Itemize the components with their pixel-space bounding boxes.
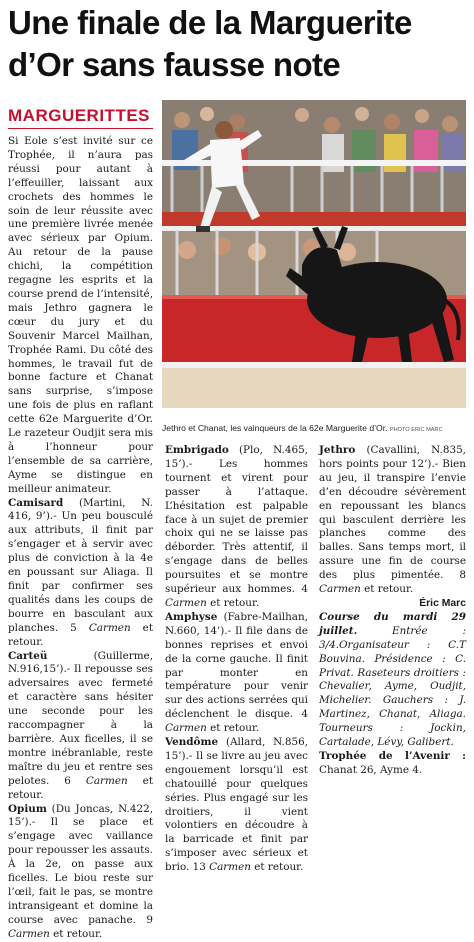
bull-note: Carmen (8, 927, 50, 940)
bull-text: Il se livre au jeu avec engouement lorsqu’il est chatouillé pour quelques séries. Plus engagé sur les droitiers, il vient volontiers en découdre à la barricade et finit par s’imposer avec sérieux et brio. 13 (165, 749, 308, 874)
bull-note: Carmen (209, 861, 251, 874)
bull-text: Un peu bousculé aux attributs, il finit par s’engager et à servir avec plus de conviction à la 4e en poussant sur Aliaga. Il finit par confirmer ses qualités dans les coups de bourre en basculant aux planches. 5 (8, 510, 153, 634)
bull-info: (Martini, N. 416, 9’).- (8, 496, 153, 523)
bull-text: Il se place et s’engage avec vaillance pour repousser les assauts. À la 2e, on passe aux ficelles. Le biou reste sur l’œil, fait le pas, se montre intransigeant et domine la course avec panache. 9 (8, 816, 153, 926)
bull-entry (8, 497, 153, 650)
bull-entry (165, 736, 308, 875)
bull-text: Les hommes tournent et virent pour passer à l’attaque. L’hésitation est palpable face à un sujet de premier choix qui ne se laisse pas déborder. Très attentif, il s’engage dans de belles poursuites et se montre supérieur aux hommes. 4 (165, 457, 308, 596)
bull-info: (Fabre-Mailhan, N.660, 14’).- (165, 610, 308, 637)
bull-tail: et retour. (254, 861, 304, 874)
bull-text: Il repousse ses adversaires avec fermeté et caractère sans hésiter une seconde pour les raccompagner à la barrière. Aux ficelles, il se montre inébranlable, reste maître du jeu et rentre ses pelotes. 6 (8, 663, 153, 787)
article-column-1 (8, 135, 153, 942)
article-column-2 (165, 444, 308, 875)
bull-tail: et retour. (210, 596, 260, 609)
rubric-label: MARGUERITTES (8, 106, 150, 125)
photo-caption (162, 423, 466, 433)
bull-tail: et retour. (8, 621, 153, 648)
bull-name: Amphyse (165, 610, 218, 623)
course-infobox (319, 611, 466, 750)
bull-info: (Cavallini, N.835, hors points pour 12’).- (319, 444, 466, 470)
course-date: Course du mardi 29 juillet. (319, 610, 466, 637)
bull-entry (8, 803, 153, 942)
bull-note: Carmen (88, 621, 131, 634)
bull-info: (Du Joncas, N.422, 15’).- (8, 802, 153, 829)
bull-tail: et retour. (53, 927, 103, 940)
article-column-3 (319, 444, 466, 778)
intro-paragraph: Si Eole s’est invité sur ce Trophée, il n’aura pas réussi pour autant à l’effeuiller, laissant aux crochets des hommes le soin de leur réussite avec une première livrée menée avec sérieux par Opium. Au retour de la pause chichi, la compétition regagne les esprits et la course prend de l’intensité, mais Jethro gagnera le cœur du jury et du Souvenir Marcel Mailhan, Trophée Rami. Du côté des hommes, le travail fut de bonne facture et Chanat sans surprise, s’impose une fois de plus en raflant cette 62e Marguerite d’Or. Le razeteur Oudjit sera mis à l’honneur pour l’ensemble de sa carrière, Ayme se distingue en meilleur animateur. (8, 135, 153, 495)
bull-info: (Plo, N.465, 15’).- (165, 444, 308, 470)
trophy-line (319, 750, 466, 778)
bull-name: Camisard (8, 496, 64, 509)
bull-name: Vendôme (165, 736, 219, 749)
bull-entry (8, 650, 153, 803)
bull-note: Carmen (85, 774, 128, 787)
bull-note: Carmen (165, 722, 207, 735)
bull-name: Carteü (8, 649, 48, 662)
bull-name: Jethro (319, 444, 356, 456)
bull-text: Il file dans de bonnes reprises et envoi de la corne gauche. Il finit par monter en température pour venir sur des actions serrées qui déclenchent le disque. 4 (165, 624, 308, 721)
bull-info: (Allard, N.856, 15’).- (165, 736, 308, 762)
bull-note: Carmen (165, 596, 207, 609)
bull-entry (165, 444, 308, 611)
bull-tail: et retour. (210, 722, 260, 735)
trophy-label: Trophée de l’Avenir : (319, 749, 466, 762)
bull-note: Carmen (319, 583, 361, 596)
bull-tail: et retour. (8, 774, 153, 801)
bull-name: Opium (8, 802, 47, 815)
rubric-rule (8, 128, 153, 129)
trophy-text: Chanat 26, Ayme 4. (319, 763, 423, 776)
bull-entry (319, 444, 466, 597)
bull-tail: et retour. (364, 583, 414, 596)
bull-text: Bien au jeu, il transpire l’envie d’en découdre sévèrement en repoussant les blancs qui basculent derrière les planches comme des balles. Sans temps mort, il assure une fin de course des plus pimentée. 8 (319, 457, 466, 582)
bullfight-photo (162, 100, 466, 408)
bull-info: (Guillerme, N.916,15’).- (8, 649, 153, 676)
author-signature: Éric Marc (419, 597, 466, 609)
course-details: Entrée : 3/4.Organisateur : C.T Bouvina. Présidence : C. Privat. Raseteurs droitiers : Chevalier, Ayme, Oudjit, Michelier. Gauchers : J. Martinez, Chanat, Aliaga. Tourneurs : Jockin, Cartalade, Lévy, Galibert. (319, 624, 466, 749)
bull-entry (165, 611, 308, 736)
bull-name: Embrigado (165, 444, 229, 456)
photo-credit: PHOTO ERIC MARC (389, 427, 443, 433)
caption-text: Jethro et Chanat, les vainqueurs de la 62e Marguerite d’Or. (162, 423, 388, 433)
headline: Une finale de la Marguerite d’Or sans fausse note (8, 4, 412, 83)
